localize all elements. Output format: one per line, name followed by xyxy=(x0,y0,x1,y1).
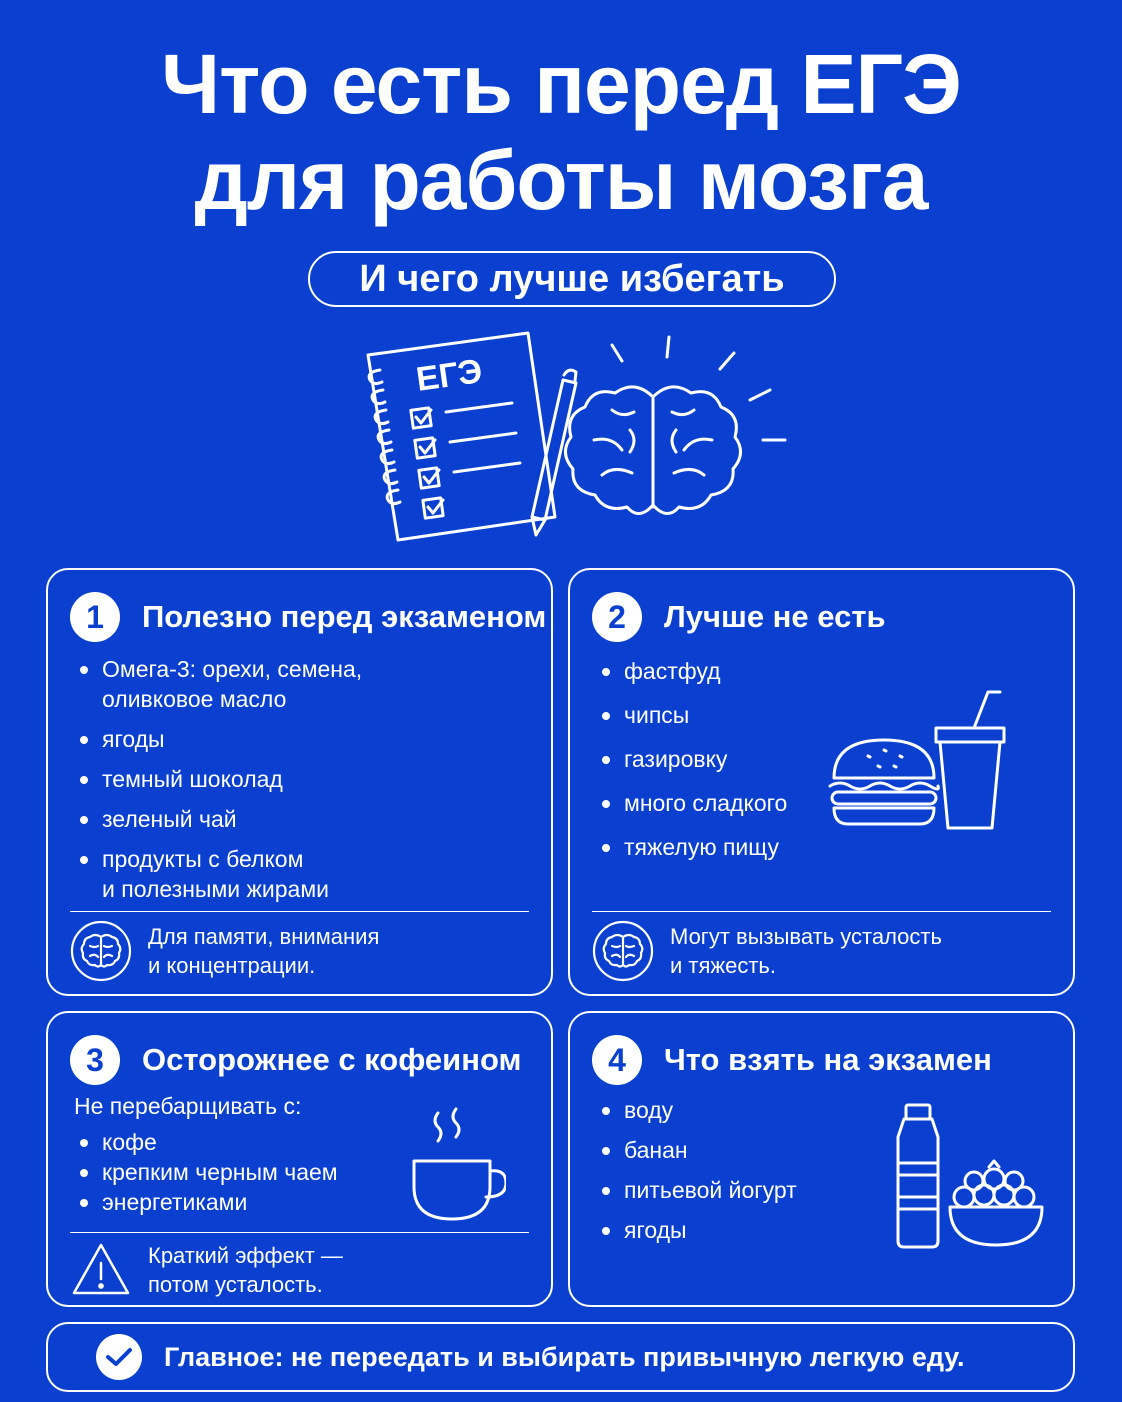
divider xyxy=(70,911,529,912)
list-item: воду xyxy=(598,1095,797,1125)
card-take-to-exam xyxy=(568,1011,1075,1307)
page-title xyxy=(0,36,1122,228)
junk-food-illustration xyxy=(828,688,1008,838)
card-note xyxy=(70,1239,343,1301)
list-item: ягоды xyxy=(76,724,362,754)
card-caffeine-caution xyxy=(46,1011,553,1307)
card-number-badge: 2 xyxy=(592,592,642,642)
list-item: Омега-3: орехи, семена, оливковое масло xyxy=(76,654,362,714)
main-takeaway-banner xyxy=(46,1322,1075,1392)
card-title: Полезно перед экзаменом xyxy=(142,599,547,634)
list-item: много сладкого xyxy=(598,788,787,818)
list-item: крепким черным чаем xyxy=(76,1157,338,1187)
list-item: банан xyxy=(598,1135,797,1165)
subtitle-pill xyxy=(308,251,836,307)
main-takeaway-text: Главное: не переедать и выбирать привычную легкую еду. xyxy=(164,1341,965,1372)
card-list xyxy=(598,1095,797,1255)
card-title: Лучше не есть xyxy=(664,599,886,634)
card-note-text: Могут вызывать усталость и тяжесть. xyxy=(670,924,942,978)
card-number-badge: 1 xyxy=(70,592,120,642)
list-item: чипсы xyxy=(598,700,787,730)
card-title: Осторожнее с кофеином xyxy=(142,1042,522,1077)
title-line-2: для работы мозга xyxy=(194,133,928,227)
card-header xyxy=(592,592,886,642)
card-list xyxy=(76,1127,338,1217)
subtitle-text: И чего лучше избегать xyxy=(359,257,785,300)
burger-icon xyxy=(830,740,938,824)
notebook-icon xyxy=(368,333,555,540)
list-item: энергетиками xyxy=(76,1187,338,1217)
list-item: фастфуд xyxy=(598,656,787,686)
list-item: кофе xyxy=(76,1127,338,1157)
card-number-badge: 4 xyxy=(592,1035,642,1085)
card-note-text: Краткий эффект — потом усталость. xyxy=(148,1243,343,1297)
card-number-badge: 3 xyxy=(70,1035,120,1085)
card-note-text: Для памяти, внимания и концентрации. xyxy=(148,924,380,978)
card-better-not-eat xyxy=(568,568,1075,996)
card-useful-before-exam xyxy=(46,568,553,996)
card-note xyxy=(70,920,379,982)
brain-icon xyxy=(70,920,132,982)
notebook-label: ЕГЭ xyxy=(413,352,485,399)
berry-bowl-icon xyxy=(950,1161,1042,1245)
list-item: тяжелую пищу xyxy=(598,832,787,862)
check-icon xyxy=(96,1334,142,1380)
list-item: газировку xyxy=(598,744,787,774)
card-header xyxy=(592,1035,992,1085)
card-title: Что взять на экзамен xyxy=(664,1042,992,1077)
card-note xyxy=(592,920,942,982)
soda-cup-icon xyxy=(936,692,1004,828)
list-item: зеленый чай xyxy=(76,804,362,834)
card-header xyxy=(70,592,546,642)
card-list xyxy=(598,656,787,876)
title-line-1: Что есть перед ЕГЭ xyxy=(161,37,961,131)
water-bottle-icon xyxy=(898,1105,938,1247)
list-item: продукты с белком и полезными жирами xyxy=(76,844,362,904)
coffee-cup-icon xyxy=(410,1105,506,1225)
card-lead-text: Не перебарщивать с: xyxy=(74,1093,302,1119)
list-item: ягоды xyxy=(598,1215,797,1245)
list-item: питьевой йогурт xyxy=(598,1175,797,1205)
brain-icon xyxy=(565,337,785,514)
list-item: темный шоколад xyxy=(76,764,362,794)
brain-icon xyxy=(592,920,654,982)
warning-icon xyxy=(70,1239,132,1301)
card-header xyxy=(70,1035,521,1085)
divider xyxy=(592,911,1051,912)
divider xyxy=(70,1232,529,1233)
take-to-exam-illustration xyxy=(888,1101,1048,1253)
hero-illustration xyxy=(350,325,800,550)
card-list xyxy=(76,654,362,914)
